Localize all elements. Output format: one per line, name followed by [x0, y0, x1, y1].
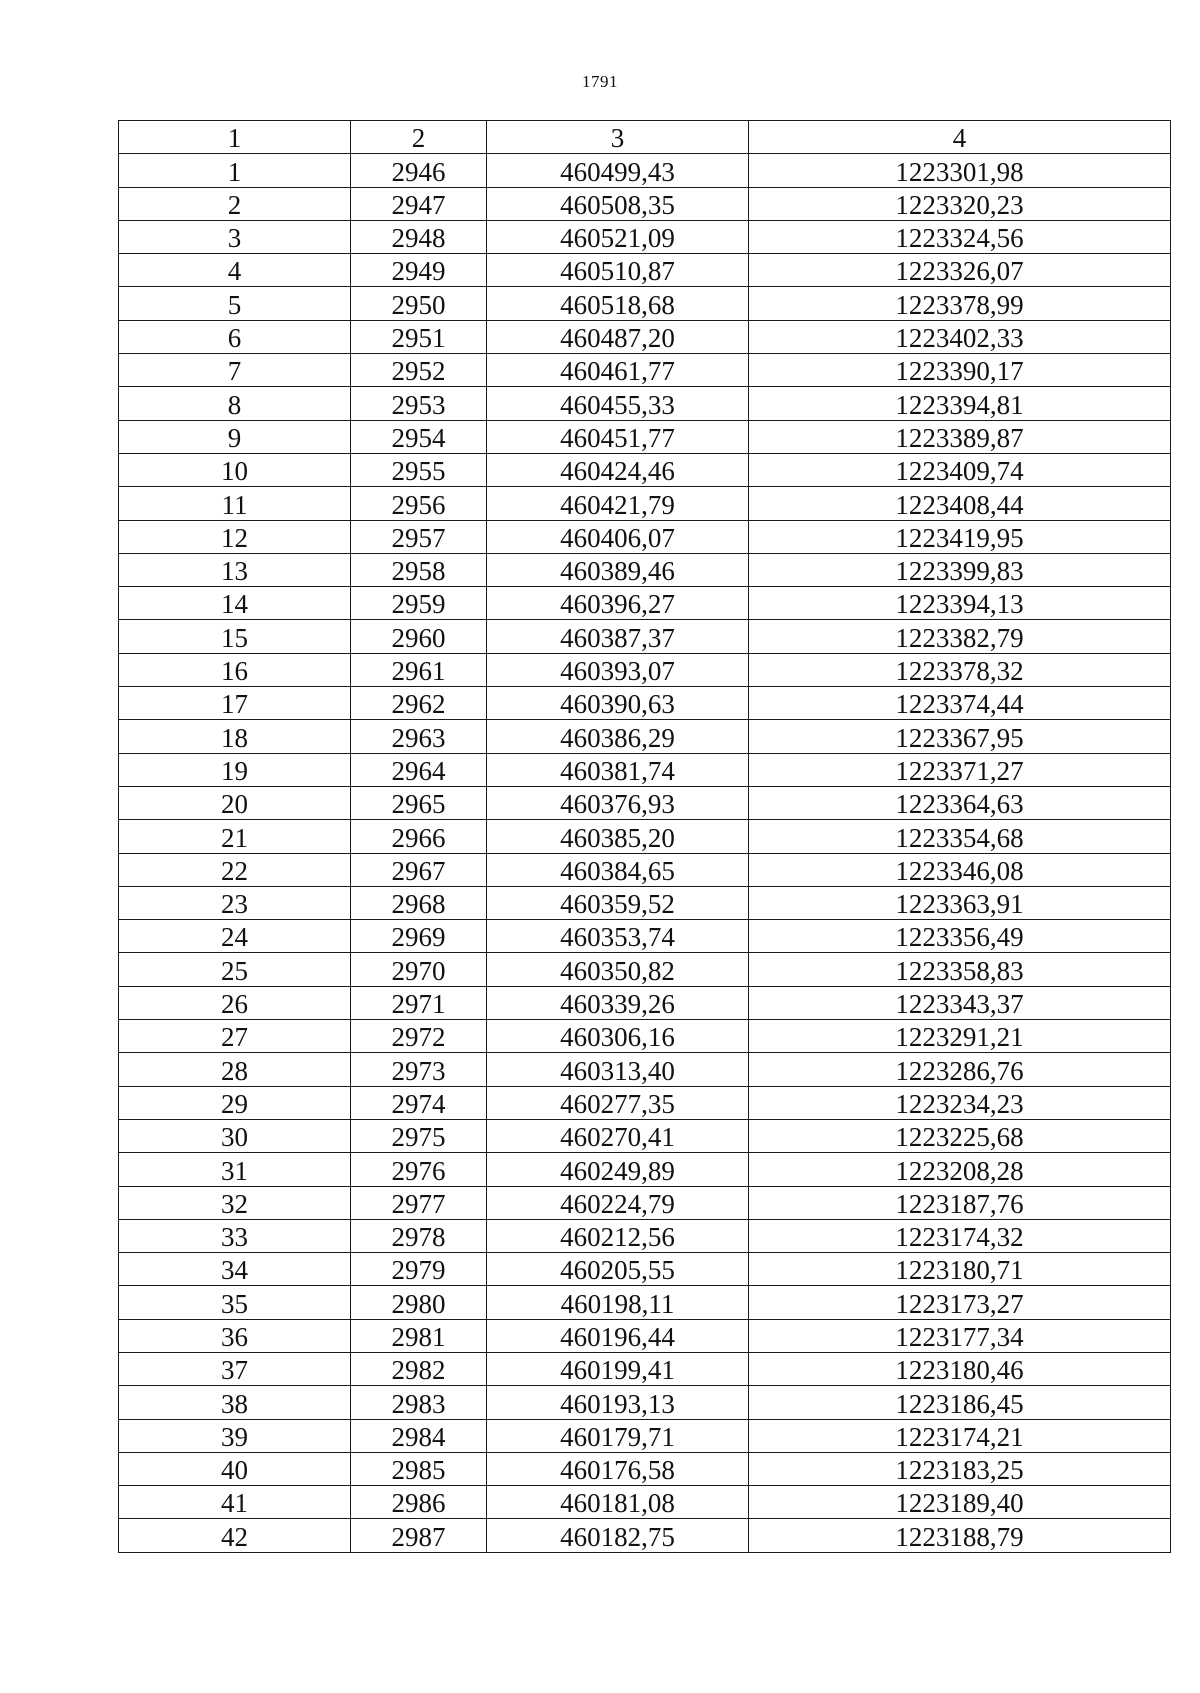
table-row [119, 320, 1171, 353]
row-number-cell: 22 [119, 853, 351, 886]
table-row [119, 753, 1171, 786]
row-number-cell: 27 [119, 1020, 351, 1053]
point-number-cell: 2965 [351, 786, 487, 819]
x-coordinate-cell: 460353,74 [487, 920, 749, 953]
y-coordinate-cell: 1223180,46 [749, 1352, 1171, 1385]
point-number-cell: 2983 [351, 1386, 487, 1419]
row-number-cell: 26 [119, 986, 351, 1019]
y-coordinate-cell: 1223402,33 [749, 320, 1171, 353]
point-number-cell: 2986 [351, 1486, 487, 1519]
table-row [119, 553, 1171, 586]
y-coordinate-cell: 1223408,44 [749, 487, 1171, 520]
x-coordinate-cell: 460390,63 [487, 687, 749, 720]
row-number-cell: 34 [119, 1253, 351, 1286]
table-row [119, 1219, 1171, 1252]
point-number-cell: 2985 [351, 1452, 487, 1485]
x-coordinate-cell: 460518,68 [487, 287, 749, 320]
row-number-cell: 42 [119, 1519, 351, 1552]
y-coordinate-cell: 1223189,40 [749, 1486, 1171, 1519]
point-number-cell: 2956 [351, 487, 487, 520]
table-row [119, 1186, 1171, 1219]
table-row [119, 1020, 1171, 1053]
row-number-cell: 1 [119, 154, 351, 187]
y-coordinate-cell: 1223286,76 [749, 1053, 1171, 1086]
y-coordinate-cell: 1223324,56 [749, 220, 1171, 253]
table-row [119, 1119, 1171, 1152]
y-coordinate-cell: 1223177,34 [749, 1319, 1171, 1352]
point-number-cell: 2949 [351, 254, 487, 287]
point-number-cell: 2973 [351, 1053, 487, 1086]
x-coordinate-cell: 460381,74 [487, 753, 749, 786]
table-row [119, 653, 1171, 686]
table-row [119, 354, 1171, 387]
y-coordinate-cell: 1223173,27 [749, 1286, 1171, 1319]
x-coordinate-cell: 460198,11 [487, 1286, 749, 1319]
table-row [119, 1286, 1171, 1319]
table-row [119, 420, 1171, 453]
row-number-cell: 25 [119, 953, 351, 986]
table-header-row [119, 121, 1171, 154]
point-number-cell: 2987 [351, 1519, 487, 1552]
row-number-cell: 28 [119, 1053, 351, 1086]
row-number-cell: 8 [119, 387, 351, 420]
y-coordinate-cell: 1223346,08 [749, 853, 1171, 886]
point-number-cell: 2967 [351, 853, 487, 886]
coordinates-table [118, 120, 1171, 1553]
x-coordinate-cell: 460277,35 [487, 1086, 749, 1119]
table-row [119, 1452, 1171, 1485]
table-row [119, 1053, 1171, 1086]
y-coordinate-cell: 1223394,13 [749, 587, 1171, 620]
point-number-cell: 2969 [351, 920, 487, 953]
row-number-cell: 3 [119, 220, 351, 253]
y-coordinate-cell: 1223394,81 [749, 387, 1171, 420]
table-row [119, 287, 1171, 320]
x-coordinate-cell: 460196,44 [487, 1319, 749, 1352]
y-coordinate-cell: 1223180,71 [749, 1253, 1171, 1286]
table-row [119, 187, 1171, 220]
x-coordinate-cell: 460270,41 [487, 1119, 749, 1152]
x-coordinate-cell: 460424,46 [487, 453, 749, 486]
table-row [119, 953, 1171, 986]
x-coordinate-cell: 460350,82 [487, 953, 749, 986]
point-number-cell: 2972 [351, 1020, 487, 1053]
point-number-cell: 2952 [351, 354, 487, 387]
row-number-cell: 24 [119, 920, 351, 953]
x-coordinate-cell: 460386,29 [487, 720, 749, 753]
table-row [119, 254, 1171, 287]
table-row [119, 1419, 1171, 1452]
y-coordinate-cell: 1223363,91 [749, 886, 1171, 919]
row-number-cell: 16 [119, 653, 351, 686]
table-row [119, 853, 1171, 886]
row-number-cell: 18 [119, 720, 351, 753]
y-coordinate-cell: 1223208,28 [749, 1153, 1171, 1186]
x-coordinate-cell: 460385,20 [487, 820, 749, 853]
table-row [119, 986, 1171, 1019]
point-number-cell: 2948 [351, 220, 487, 253]
table-row [119, 1086, 1171, 1119]
point-number-cell: 2947 [351, 187, 487, 220]
point-number-cell: 2964 [351, 753, 487, 786]
column-header: 1 [119, 121, 351, 154]
row-number-cell: 9 [119, 420, 351, 453]
table-body [119, 154, 1171, 1552]
point-number-cell: 2977 [351, 1186, 487, 1219]
y-coordinate-cell: 1223378,32 [749, 653, 1171, 686]
table-row [119, 1386, 1171, 1419]
point-number-cell: 2975 [351, 1119, 487, 1152]
x-coordinate-cell: 460181,08 [487, 1486, 749, 1519]
row-number-cell: 19 [119, 753, 351, 786]
y-coordinate-cell: 1223225,68 [749, 1119, 1171, 1152]
table-row [119, 786, 1171, 819]
y-coordinate-cell: 1223364,63 [749, 786, 1171, 819]
row-number-cell: 30 [119, 1119, 351, 1152]
x-coordinate-cell: 460359,52 [487, 886, 749, 919]
x-coordinate-cell: 460406,07 [487, 520, 749, 553]
row-number-cell: 39 [119, 1419, 351, 1452]
row-number-cell: 32 [119, 1186, 351, 1219]
row-number-cell: 36 [119, 1319, 351, 1352]
x-coordinate-cell: 460451,77 [487, 420, 749, 453]
row-number-cell: 33 [119, 1219, 351, 1252]
row-number-cell: 6 [119, 320, 351, 353]
point-number-cell: 2982 [351, 1352, 487, 1385]
row-number-cell: 7 [119, 354, 351, 387]
x-coordinate-cell: 460510,87 [487, 254, 749, 287]
y-coordinate-cell: 1223378,99 [749, 287, 1171, 320]
row-number-cell: 17 [119, 687, 351, 720]
table-row [119, 1486, 1171, 1519]
table-row [119, 620, 1171, 653]
y-coordinate-cell: 1223390,17 [749, 354, 1171, 387]
x-coordinate-cell: 460306,16 [487, 1020, 749, 1053]
point-number-cell: 2980 [351, 1286, 487, 1319]
point-number-cell: 2984 [351, 1419, 487, 1452]
point-number-cell: 2957 [351, 520, 487, 553]
x-coordinate-cell: 460176,58 [487, 1452, 749, 1485]
point-number-cell: 2953 [351, 387, 487, 420]
y-coordinate-cell: 1223188,79 [749, 1519, 1171, 1552]
row-number-cell: 29 [119, 1086, 351, 1119]
y-coordinate-cell: 1223234,23 [749, 1086, 1171, 1119]
table-row [119, 220, 1171, 253]
y-coordinate-cell: 1223374,44 [749, 687, 1171, 720]
y-coordinate-cell: 1223187,76 [749, 1186, 1171, 1219]
x-coordinate-cell: 460499,43 [487, 154, 749, 187]
table-row [119, 687, 1171, 720]
point-number-cell: 2955 [351, 453, 487, 486]
point-number-cell: 2970 [351, 953, 487, 986]
y-coordinate-cell: 1223358,83 [749, 953, 1171, 986]
x-coordinate-cell: 460339,26 [487, 986, 749, 1019]
point-number-cell: 2963 [351, 720, 487, 753]
y-coordinate-cell: 1223419,95 [749, 520, 1171, 553]
column-header: 3 [487, 121, 749, 154]
x-coordinate-cell: 460199,41 [487, 1352, 749, 1385]
table-row [119, 520, 1171, 553]
point-number-cell: 2951 [351, 320, 487, 353]
row-number-cell: 37 [119, 1352, 351, 1385]
x-coordinate-cell: 460487,20 [487, 320, 749, 353]
row-number-cell: 4 [119, 254, 351, 287]
column-header: 4 [749, 121, 1171, 154]
x-coordinate-cell: 460376,93 [487, 786, 749, 819]
x-coordinate-cell: 460193,13 [487, 1386, 749, 1419]
table-row [119, 1352, 1171, 1385]
row-number-cell: 11 [119, 487, 351, 520]
x-coordinate-cell: 460313,40 [487, 1053, 749, 1086]
x-coordinate-cell: 460521,09 [487, 220, 749, 253]
y-coordinate-cell: 1223356,49 [749, 920, 1171, 953]
row-number-cell: 12 [119, 520, 351, 553]
y-coordinate-cell: 1223320,23 [749, 187, 1171, 220]
table-row [119, 1319, 1171, 1352]
x-coordinate-cell: 460455,33 [487, 387, 749, 420]
table-row [119, 154, 1171, 187]
point-number-cell: 2962 [351, 687, 487, 720]
y-coordinate-cell: 1223367,95 [749, 720, 1171, 753]
point-number-cell: 2976 [351, 1153, 487, 1186]
row-number-cell: 23 [119, 886, 351, 919]
x-coordinate-cell: 460421,79 [487, 487, 749, 520]
y-coordinate-cell: 1223291,21 [749, 1020, 1171, 1053]
point-number-cell: 2971 [351, 986, 487, 1019]
row-number-cell: 15 [119, 620, 351, 653]
point-number-cell: 2979 [351, 1253, 487, 1286]
point-number-cell: 2946 [351, 154, 487, 187]
y-coordinate-cell: 1223399,83 [749, 553, 1171, 586]
row-number-cell: 21 [119, 820, 351, 853]
row-number-cell: 20 [119, 786, 351, 819]
x-coordinate-cell: 460249,89 [487, 1153, 749, 1186]
x-coordinate-cell: 460384,65 [487, 853, 749, 886]
point-number-cell: 2959 [351, 587, 487, 620]
row-number-cell: 2 [119, 187, 351, 220]
x-coordinate-cell: 460212,56 [487, 1219, 749, 1252]
y-coordinate-cell: 1223183,25 [749, 1452, 1171, 1485]
point-number-cell: 2961 [351, 653, 487, 686]
table-row [119, 820, 1171, 853]
row-number-cell: 5 [119, 287, 351, 320]
y-coordinate-cell: 1223326,07 [749, 254, 1171, 287]
y-coordinate-cell: 1223174,32 [749, 1219, 1171, 1252]
point-number-cell: 2981 [351, 1319, 487, 1352]
y-coordinate-cell: 1223174,21 [749, 1419, 1171, 1452]
point-number-cell: 2954 [351, 420, 487, 453]
table-row [119, 720, 1171, 753]
point-number-cell: 2966 [351, 820, 487, 853]
row-number-cell: 35 [119, 1286, 351, 1319]
table-row [119, 487, 1171, 520]
x-coordinate-cell: 460393,07 [487, 653, 749, 686]
page-number: 1791 [582, 72, 618, 91]
x-coordinate-cell: 460389,46 [487, 553, 749, 586]
x-coordinate-cell: 460461,77 [487, 354, 749, 387]
x-coordinate-cell: 460182,75 [487, 1519, 749, 1552]
table-row [119, 1153, 1171, 1186]
table-row [119, 587, 1171, 620]
y-coordinate-cell: 1223343,37 [749, 986, 1171, 1019]
point-number-cell: 2950 [351, 287, 487, 320]
y-coordinate-cell: 1223354,68 [749, 820, 1171, 853]
point-number-cell: 2958 [351, 553, 487, 586]
point-number-cell: 2960 [351, 620, 487, 653]
row-number-cell: 13 [119, 553, 351, 586]
column-header: 2 [351, 121, 487, 154]
table-row [119, 1519, 1171, 1552]
table-row [119, 453, 1171, 486]
x-coordinate-cell: 460396,27 [487, 587, 749, 620]
table-row [119, 920, 1171, 953]
row-number-cell: 38 [119, 1386, 351, 1419]
row-number-cell: 14 [119, 587, 351, 620]
row-number-cell: 41 [119, 1486, 351, 1519]
row-number-cell: 10 [119, 453, 351, 486]
x-coordinate-cell: 460508,35 [487, 187, 749, 220]
x-coordinate-cell: 460387,37 [487, 620, 749, 653]
x-coordinate-cell: 460205,55 [487, 1253, 749, 1286]
table-row [119, 387, 1171, 420]
y-coordinate-cell: 1223371,27 [749, 753, 1171, 786]
y-coordinate-cell: 1223389,87 [749, 420, 1171, 453]
y-coordinate-cell: 1223301,98 [749, 154, 1171, 187]
point-number-cell: 2974 [351, 1086, 487, 1119]
row-number-cell: 31 [119, 1153, 351, 1186]
x-coordinate-cell: 460179,71 [487, 1419, 749, 1452]
row-number-cell: 40 [119, 1452, 351, 1485]
point-number-cell: 2978 [351, 1219, 487, 1252]
point-number-cell: 2968 [351, 886, 487, 919]
table-row [119, 886, 1171, 919]
table-row [119, 1253, 1171, 1286]
y-coordinate-cell: 1223409,74 [749, 453, 1171, 486]
x-coordinate-cell: 460224,79 [487, 1186, 749, 1219]
y-coordinate-cell: 1223382,79 [749, 620, 1171, 653]
y-coordinate-cell: 1223186,45 [749, 1386, 1171, 1419]
